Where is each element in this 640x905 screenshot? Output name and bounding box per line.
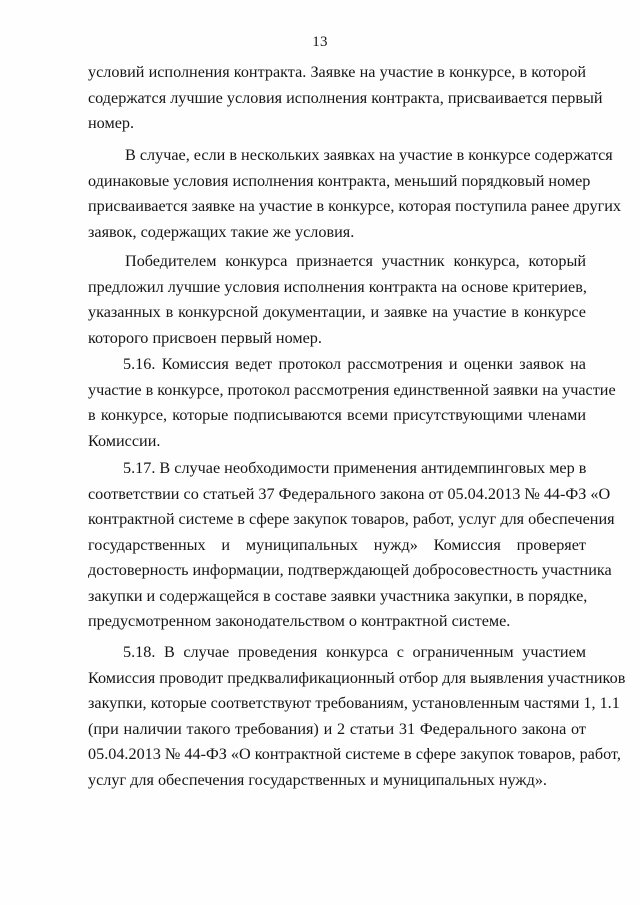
text-line: содержатся лучшие условия исполнения контракта, присваивается первый	[88, 88, 603, 107]
paragraph-5-17	[88, 456, 615, 635]
paragraph-1	[88, 60, 603, 137]
text-line: одинаковые условия исполнения контракта, меньший порядковый номер	[88, 171, 591, 190]
text-line: Комиссии.	[88, 431, 161, 450]
text-line: Комиссия проводит предквалификационный отбор для выявления участников	[88, 668, 626, 687]
text-line: 5.16. Комиссия ведет протокол рассмотрения и оценки заявок на	[123, 355, 586, 373]
text-line: номер.	[88, 114, 135, 132]
text-line: участие в конкурсе, протокол рассмотрения единственной заявки на участие	[88, 380, 616, 399]
text-line: условий исполнения контракта. Заявке на участие в конкурсе, в которой	[88, 63, 586, 81]
paragraph-5-16	[88, 352, 616, 454]
paragraph-2	[88, 143, 621, 245]
text-line: предложил лучшие условия исполнения контракта на основе критериев,	[88, 277, 587, 296]
text-line: достоверность информации, подтверждающей добросовестность участника	[88, 561, 612, 579]
text-line: в конкурсе, которые подписываются всеми присутствующими членами	[88, 406, 586, 424]
text-line: 5.17. В случае необходимости применения антидемпинговых мер в	[123, 459, 587, 477]
paragraph-5-18	[88, 640, 626, 793]
text-line: услуг для обеспечения государственных и муниципальных нужд».	[88, 770, 547, 789]
text-line: заявок, содержащих такие же условия.	[88, 222, 355, 241]
text-line: предусмотренном законодательством о контрактной системе.	[88, 612, 511, 630]
paragraph-3	[88, 249, 586, 351]
page-number: 13	[312, 34, 328, 50]
text-line: которого присвоен первый номер.	[88, 328, 322, 347]
text-line: контрактной системе в сфере закупок товаров, работ, услуг для обеспечения	[88, 510, 615, 528]
text-line: 5.18. В случае проведения конкурса с ограниченным участием	[123, 643, 586, 661]
text-line: В случае, если в нескольких заявках на участие в конкурсе содержатся	[125, 146, 613, 164]
text-line: присваивается заявке на участие в конкурсе, которая поступила ранее других	[88, 197, 621, 215]
text-line: 05.04.2013 № 44-ФЗ «О контрактной системе в сфере закупок товаров, работ,	[88, 745, 621, 763]
text-line: (при наличии такого требования) и 2 статьи 31 Федерального закона от	[88, 719, 586, 738]
text-line: соответствии со статьей 37 Федерального закона от 05.04.2013 № 44-ФЗ «О	[88, 484, 611, 503]
text-line: государственных и муниципальных нужд» Комиссия проверяет	[88, 535, 586, 554]
text-line: закупки и содержащейся в составе заявки участника закупки, в порядке,	[88, 586, 588, 605]
text-line: указанных в конкурсной документации, и заявке на участие в конкурсе	[88, 303, 586, 321]
text-line: Победителем конкурса признается участник конкурса, который	[125, 252, 586, 270]
text-line: закупки, которые соответствуют требованиям, установленным частями 1, 1.1	[88, 694, 620, 712]
